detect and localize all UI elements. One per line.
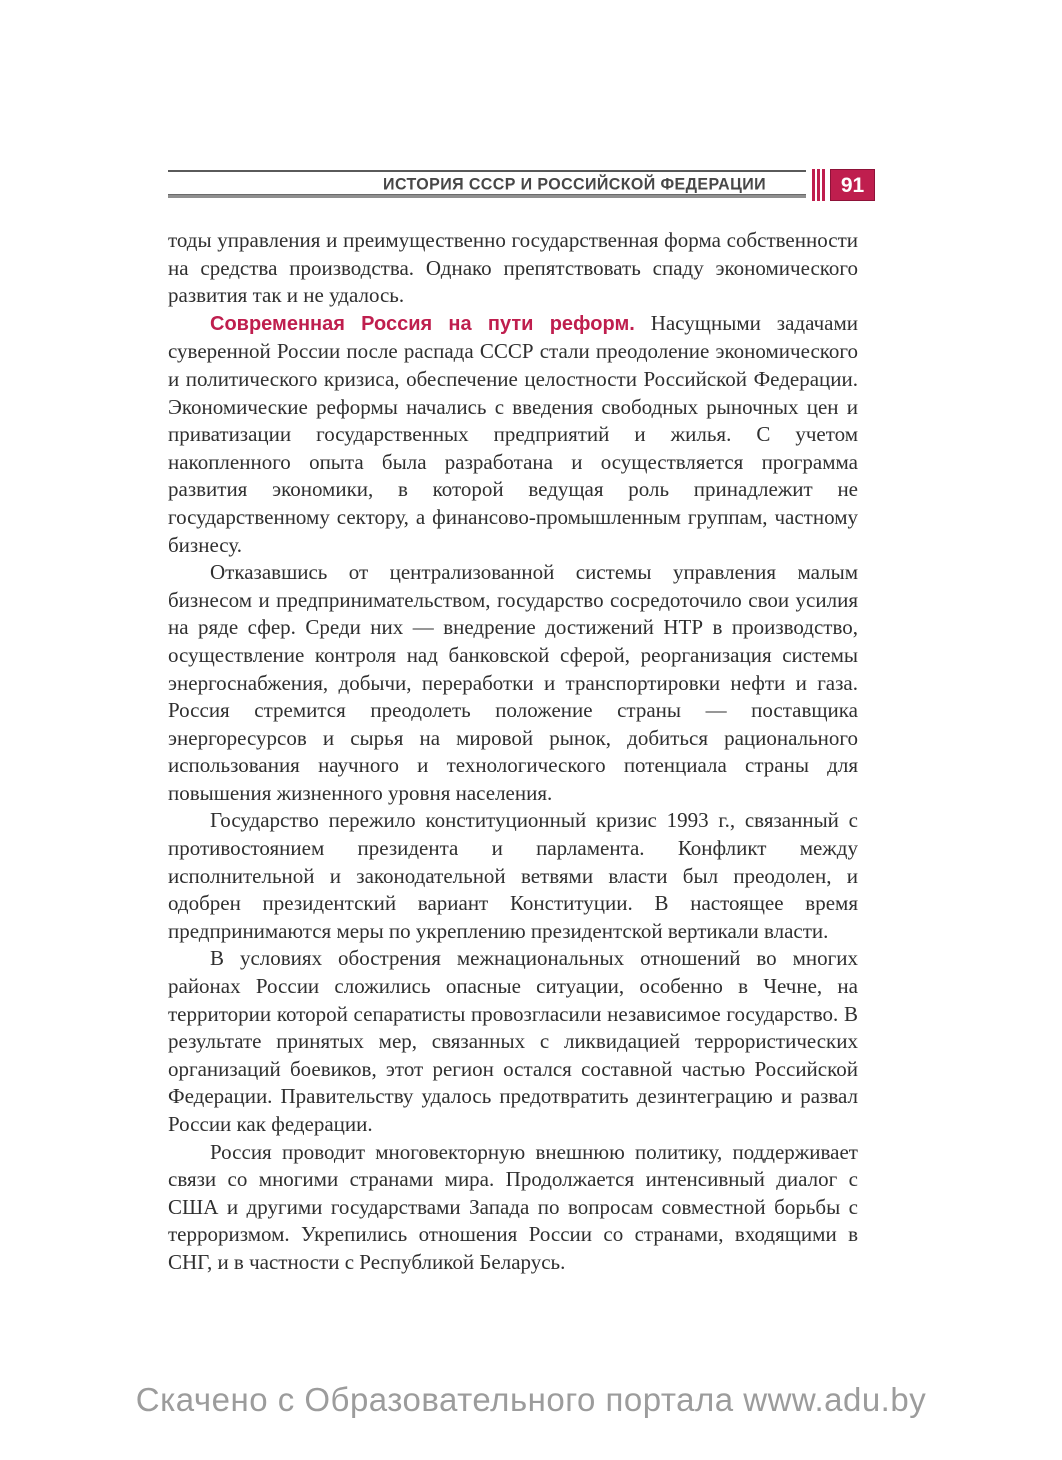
- paragraph: Отказавшись от централизованной системы управления малым бизнесом и предпринимательством, государство сосредоточило свои усилия на ряде сфер. Среди них — внедрение достижений НТР в производство, осуществление контроля над банковской сферой, реорганизация системы энергоснабжения, добычи, переработки и транспортировки нефти и газа. Россия стремится преодолеть положение страны — поставщика энергоресурсов и сырья на мировой рынок, добиться рационального использования научного и технологического потенциала страны для повышения жизненного уровня населения.: [168, 560, 858, 805]
- paragraph: [168, 310, 858, 559]
- paragraph: Государство пережило конституционный кризис 1993 г., связанный с противостоянием президента и парламента. Конфликт между исполнительной и законодательной ветвями власти был преодолен, и одобрен президентский вариант Конституции. В настоящее время предпринимаются меры по укреплению президентской вертикали власти.: [168, 808, 858, 943]
- section-heading: Современная Россия на пути реформ.: [210, 312, 635, 335]
- paragraph: тоды управления и преимущественно государственная форма собственности на средства производства. Однако препятствовать спаду экономического развития так и не удалось.: [168, 228, 858, 308]
- footer-watermark: Скачено с Образовательного портала www.adu.by: [135, 1381, 927, 1418]
- header-rule-bottom: [168, 194, 806, 198]
- bar-icon: [817, 169, 820, 201]
- header-rule-top: [168, 170, 806, 172]
- page-number-badge: [830, 169, 875, 201]
- paragraph-text: Насущными задачами суверенной России после распада СССР стали преодоление экономического и политического кризиса, обеспечение целостности Российской Федерации. Экономические реформы начались с введения свободных рыночных цен и приватизации государственных предприятий и жилья. С учетом накопленного опыта была разработана и осуществляется программа развития экономики, в которой ведущая роль принадлежит не государственному сектору, а финансово-промышленным группам, частному бизнесу.: [168, 310, 858, 557]
- running-title: ИСТОРИЯ СССР И РОССИЙСКОЙ ФЕДЕРАЦИИ: [383, 176, 766, 194]
- paragraph: В условиях обострения межнациональных отношений во многих районах России сложились опасные ситуации, особенно в Чечне, на территории которой сепаратисты провозгласили независимое государство. В результате принятых мер, связанных с ликвидацией террористических организаций боевиков, этот регион остался составной частью Российской Федерации. Правительству удалось предотвратить дезинтеграцию и развал России как федерации.: [168, 946, 858, 1136]
- bar-icon: [812, 169, 815, 201]
- page-body: [168, 227, 858, 1277]
- page-number: 91: [840, 173, 865, 197]
- paragraph: Россия проводит многовекторную внешнюю политику, поддерживает связи со многими странами мира. Продолжается интенсивный диалог с США и другими государствами Запада по вопросам совместной борьбы с терроризмом. Укрепились отношения России со странами, входящими в СНГ, и в частности с Республикой Беларусь.: [168, 1139, 858, 1274]
- bar-icon: [822, 169, 825, 201]
- page-number-bars-icon: [812, 169, 825, 201]
